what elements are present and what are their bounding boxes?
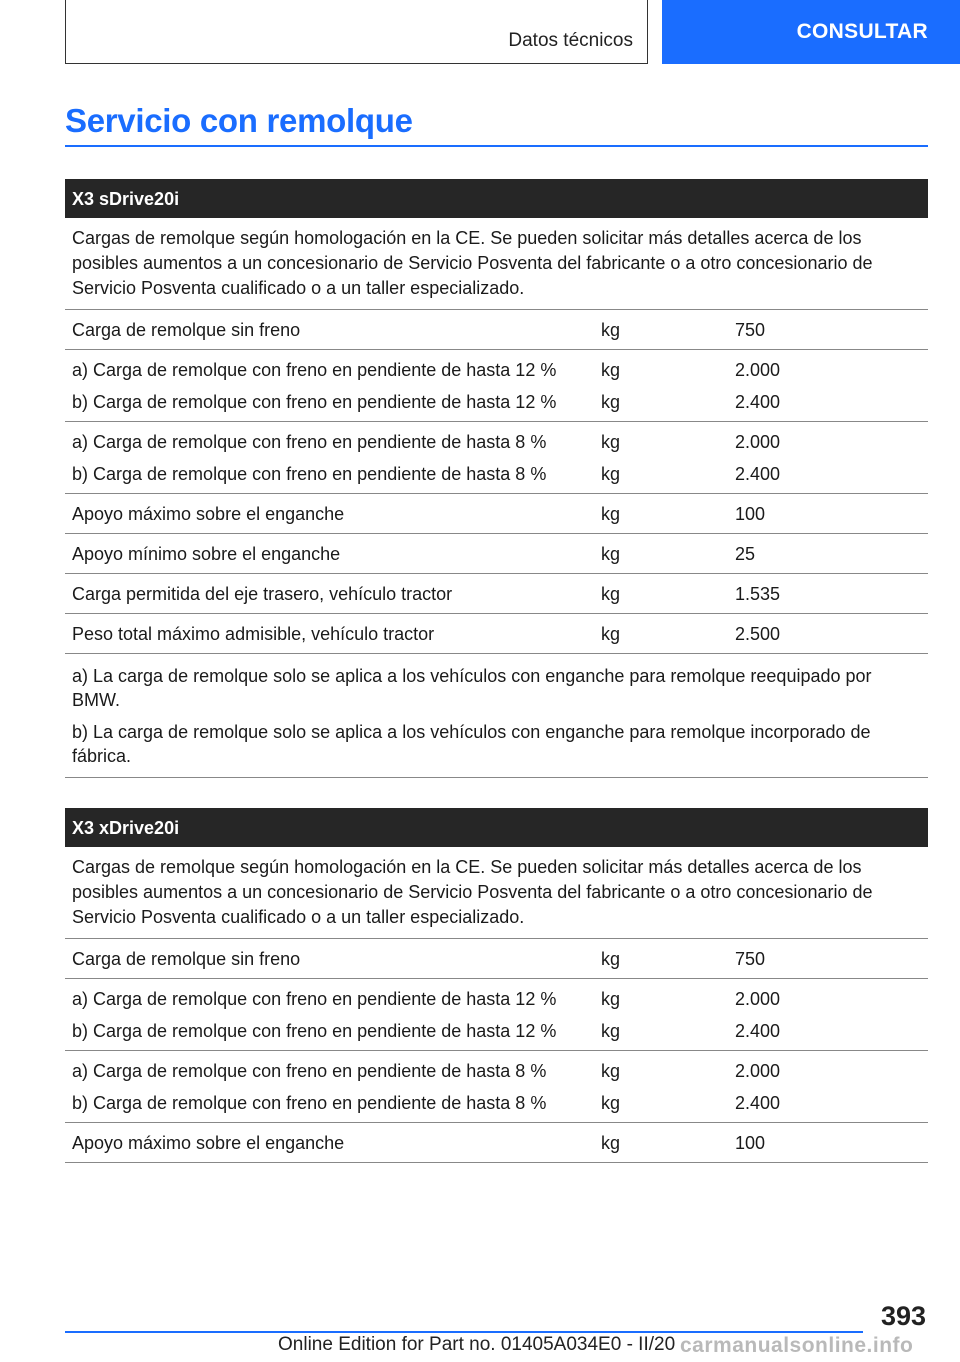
- row-label: a) Carga de remolque con freno en pendiente de hasta 8 %: [72, 432, 547, 452]
- row-unit-cell: [594, 319, 728, 341]
- header-section-label: Datos técnicos: [508, 30, 633, 51]
- row-value-cell: [728, 359, 928, 413]
- row-unit-cell: [594, 503, 728, 525]
- row-value: 2.000: [735, 360, 781, 380]
- row-value-cell: [728, 1060, 928, 1114]
- row-unit: kg: [601, 544, 621, 564]
- row-value-cell: [728, 988, 928, 1042]
- row-value: 1.535: [735, 584, 781, 604]
- footer-divider: [65, 1331, 863, 1333]
- row-label: Carga permitida del eje trasero, vehículo tractor: [72, 584, 453, 604]
- row-label-cell: [65, 988, 594, 1042]
- row-value-cell: [728, 503, 928, 525]
- section-intro: Cargas de remolque según homologación en la CE. Se pueden solicitar más detalles acerca de los posibles aumentos a un concesionario de Servicio Posventa del fabricante o a otro concesionario de Servicio Posventa cualificado o a un taller especializado.: [65, 855, 928, 939]
- row-value: 2.400: [735, 1093, 781, 1113]
- row-unit: kg: [601, 392, 621, 412]
- row-value: 2.000: [735, 989, 781, 1009]
- row-unit: kg: [601, 504, 621, 524]
- page-number: 393: [880, 1301, 926, 1331]
- row-unit: kg: [601, 989, 621, 1009]
- row-label: b) Carga de remolque con freno en pendiente de hasta 8 %: [72, 1093, 547, 1113]
- row-label: b) Carga de remolque con freno en pendiente de hasta 12 %: [72, 1021, 557, 1041]
- row-label-cell: [65, 583, 594, 605]
- row-label: Apoyo máximo sobre el enganche: [72, 504, 345, 524]
- table-row: [65, 574, 928, 614]
- row-value-cell: [728, 319, 928, 341]
- row-unit: kg: [601, 1061, 621, 1081]
- row-unit: kg: [601, 624, 621, 644]
- spec-section: [65, 808, 928, 1163]
- watermark-logo: carmanualsonline.info: [680, 1334, 914, 1357]
- row-unit-cell: [594, 431, 728, 485]
- row-label: Carga de remolque sin freno: [72, 320, 301, 340]
- title-divider: [65, 145, 928, 147]
- table-row: [65, 939, 928, 979]
- row-value-cell: [728, 583, 928, 605]
- table-row: [65, 1051, 928, 1123]
- row-value: 100: [735, 504, 766, 524]
- row-value: 750: [735, 320, 766, 340]
- row-value: 100: [735, 1133, 766, 1153]
- header-box: [65, 0, 648, 64]
- edition-text: Online Edition for Part no. 01405A034E0 - II/20: [278, 1334, 676, 1355]
- row-label: Peso total máximo admisible, vehículo tractor: [72, 624, 435, 644]
- row-label-cell: [65, 1060, 594, 1114]
- row-value: 2.400: [735, 392, 781, 412]
- row-unit: kg: [601, 464, 621, 484]
- row-label-cell: [65, 359, 594, 413]
- table-row: [65, 350, 928, 422]
- consultar-tab[interactable]: CONSULTAR: [662, 0, 960, 64]
- row-value: 2.000: [735, 432, 781, 452]
- row-unit-cell: [594, 623, 728, 645]
- row-unit: kg: [601, 320, 621, 340]
- content-area: [65, 179, 928, 1193]
- row-label: Carga de remolque sin freno: [72, 949, 301, 969]
- row-unit: kg: [601, 949, 621, 969]
- row-unit: kg: [601, 1021, 621, 1041]
- row-unit-cell: [594, 988, 728, 1042]
- footnote: a) La carga de remolque solo se aplica a los vehículos con enganche para remolque reequipado por BMW.: [72, 666, 872, 710]
- row-label-cell: [65, 503, 594, 525]
- row-value-cell: [728, 431, 928, 485]
- row-label-cell: [65, 948, 594, 970]
- row-value-cell: [728, 543, 928, 565]
- row-label-cell: [65, 623, 594, 645]
- row-value: 750: [735, 949, 766, 969]
- row-label-cell: [65, 431, 594, 485]
- row-label: a) Carga de remolque con freno en pendiente de hasta 12 %: [72, 360, 557, 380]
- row-value: 2.400: [735, 464, 781, 484]
- row-value: 25: [735, 544, 756, 564]
- table-row: [65, 494, 928, 534]
- row-label-cell: [65, 543, 594, 565]
- spec-section: [65, 179, 928, 778]
- row-label: Apoyo mínimo sobre el enganche: [72, 544, 341, 564]
- section-heading: X3 xDrive20i: [65, 808, 928, 847]
- row-label: b) Carga de remolque con freno en pendiente de hasta 12 %: [72, 392, 557, 412]
- row-unit: kg: [601, 1093, 621, 1113]
- row-label: Apoyo máximo sobre el enganche: [72, 1133, 345, 1153]
- row-label-cell: [65, 1132, 594, 1154]
- row-label: a) Carga de remolque con freno en pendiente de hasta 12 %: [72, 989, 557, 1009]
- row-value-cell: [728, 948, 928, 970]
- table-row: [65, 1123, 928, 1163]
- table-row: [65, 534, 928, 574]
- page-title: Servicio con remolque: [65, 102, 413, 139]
- row-value: 2.000: [735, 1061, 781, 1081]
- row-unit-cell: [594, 583, 728, 605]
- table-row: [65, 422, 928, 494]
- section-intro: Cargas de remolque según homologación en la CE. Se pueden solicitar más detalles acerca de los posibles aumentos a un concesionario de Servicio Posventa del fabricante o a otro concesionario de Servicio Posventa cualificado o a un taller especializado.: [65, 226, 928, 310]
- table-row: [65, 310, 928, 350]
- table-row: [65, 979, 928, 1051]
- row-unit-cell: [594, 1060, 728, 1114]
- row-label: a) Carga de remolque con freno en pendiente de hasta 8 %: [72, 1061, 547, 1081]
- row-value: 2.400: [735, 1021, 781, 1041]
- row-unit-cell: [594, 1132, 728, 1154]
- row-unit: kg: [601, 584, 621, 604]
- row-label-cell: [65, 319, 594, 341]
- section-heading: X3 sDrive20i: [65, 179, 928, 218]
- footnote: b) La carga de remolque solo se aplica a los vehículos con enganche para remolque incorporado de fábrica.: [72, 722, 871, 766]
- row-unit: kg: [601, 432, 621, 452]
- row-value-cell: [728, 1132, 928, 1154]
- row-unit: kg: [601, 1133, 621, 1153]
- table-row: [65, 614, 928, 654]
- row-unit-cell: [594, 948, 728, 970]
- footnotes: [65, 654, 928, 778]
- row-unit-cell: [594, 359, 728, 413]
- row-value-cell: [728, 623, 928, 645]
- row-unit-cell: [594, 543, 728, 565]
- row-label: b) Carga de remolque con freno en pendiente de hasta 8 %: [72, 464, 547, 484]
- row-value: 2.500: [735, 624, 781, 644]
- row-unit: kg: [601, 360, 621, 380]
